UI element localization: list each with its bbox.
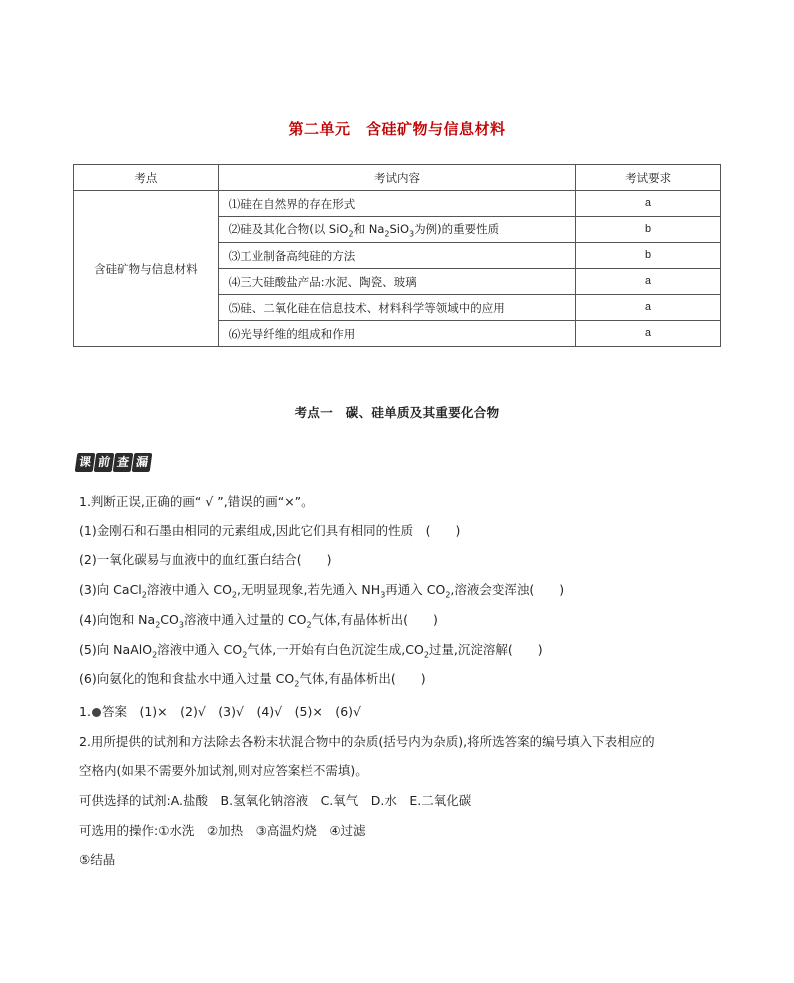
exam-requirements-table [73, 164, 721, 347]
page-title: 第二单元 含硅矿物与信息材料 [288, 120, 506, 138]
level-cell: a [576, 191, 721, 217]
question-1-item: (3)向 CaCl$_2$溶液中通入 $CO_2$,无明显现象,若先通入 $NH_3$再通入 $CO_2$,溶液会变浑浊( ) [79, 582, 565, 600]
question-2-stem-cont: 空格内(如果不需要外加试剂,则对应答案栏不需填)。 [79, 763, 368, 778]
question-1-item: (4)向饱和 $Na_2CO_3$溶液中通入过量的 $CO_2$气体,有晶体析出( ) [79, 612, 438, 630]
content-cell: ⑷三大硅酸盐产品:水泥、陶瓷、玻璃 [218, 269, 575, 295]
table-header-row [74, 165, 721, 191]
question-1-answer: 1. 答案 (1)× (2)√ (3)√ (4)√ (5)× (6)√ [79, 704, 361, 719]
level-cell: a [576, 295, 721, 321]
reagent-options: 可供选择的试剂:A.盐酸 B.氢氧化钠溶液 C.氧气 D.水 E.二氧化碳 [79, 793, 472, 808]
question-1-stem: 1.判断正误,正确的画“ √ ”,错误的画“×”。 [79, 494, 314, 509]
question-1-item: (1)金刚石和石墨由相同的元素组成,因此它们具有相同的性质 ( ) [79, 523, 461, 538]
level-cell: a [576, 269, 721, 295]
question-2-stem: 2.用所提供的试剂和方法除去各粉末状混合物中的杂质(括号内为杂质),将所选答案的编号填入下表相应的 [79, 734, 655, 749]
header-topic: 考点 [74, 165, 219, 191]
badge-char: 查 [113, 453, 134, 472]
badge-char: 漏 [132, 453, 153, 472]
content-cell: ⑶工业制备高纯硅的方法 [218, 243, 575, 269]
content-cell: ⑴硅在自然界的存在形式 [218, 191, 575, 217]
question-1-item: (6)向氨化的饱和食盐水中通入过量 $CO_2$气体,有晶体析出( ) [79, 671, 426, 689]
topic-cell: 含硅矿物与信息材料 [74, 191, 219, 347]
content-cell: ⑹光导纤维的组成和作用 [218, 321, 575, 347]
content-cell: ⑸硅、二氧化硅在信息技术、材料科学等领域中的应用 [218, 295, 575, 321]
question-1-item: (2)一氧化碳易与血液中的血红蛋白结合( ) [79, 552, 332, 567]
section-title: 考点一 碳、硅单质及其重要化合物 [294, 405, 500, 420]
level-cell: b [576, 243, 721, 269]
header-level: 考试要求 [576, 165, 721, 191]
level-cell: b [576, 217, 721, 243]
answer-icon [92, 708, 101, 717]
badge-char: 课 [75, 453, 96, 472]
operation-options: 可选用的操作:①水洗 ②加热 ③高温灼烧 ④过滤 [79, 823, 366, 838]
badge-char: 前 [94, 453, 115, 472]
header-content: 考试内容 [218, 165, 575, 191]
content-cell: ⑵硅及其化合物(以 SiO$_2$和 $Na_2SiO_3$为例)的重要性质 [218, 217, 575, 243]
table-row [74, 191, 721, 217]
level-cell: a [576, 321, 721, 347]
review-badge [76, 453, 151, 472]
question-1-item: (5)向 NaAlO$_2$溶液中通入 $CO_2$气体,一开始有白色沉淀生成$,CO_2$过量,沉淀溶解( ) [79, 642, 543, 660]
operation-option-5: ⑤结晶 [79, 852, 116, 867]
